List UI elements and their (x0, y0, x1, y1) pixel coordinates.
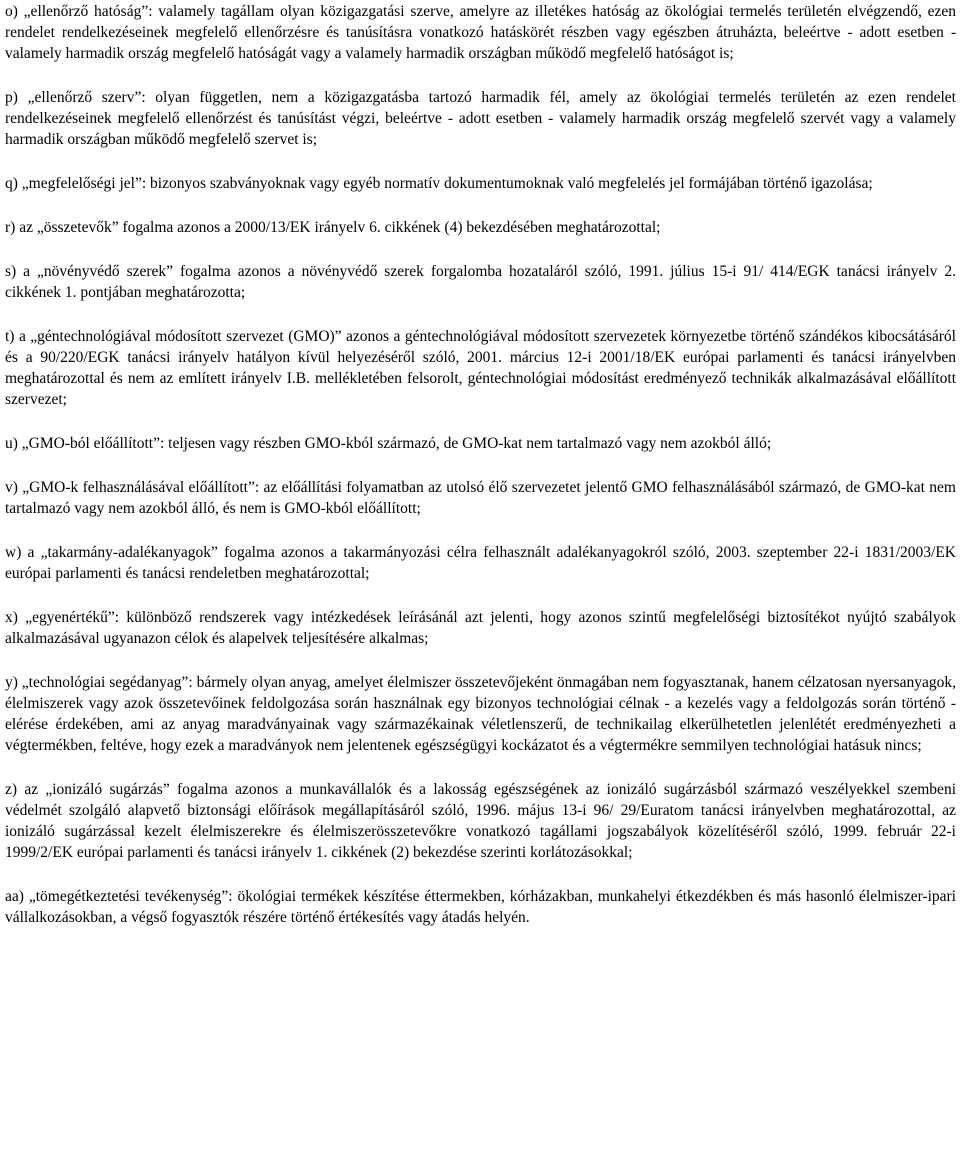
definition-q: q) „megfelelőségi jel”: bizonyos szabványoknak vagy egyéb normatív dokumentumoknak való megfelelés jel formájában történő igazolása; (5, 175, 873, 192)
definition-t: t) a „géntechnológiával módosított szervezet (GMO)” azonos a géntechnológiával módosított szervezetek környezetbe történő szándékos kibocsátásáról és a 90/220/EGK tanácsi irányelv hatályon kívül helyezéséről szóló, 2001. március 12-i 2001/18/EK európai parlamenti és tanácsi irányelvben meghatározottal és nem az említett irányelv I.B. mellékletében felsorolt, géntechnológiai módosítást eredményező technikák alkalmazásával előállított szervezet; (5, 328, 956, 408)
definition-aa: aa) „tömegétkeztetési tevékenység”: ökológiai termékek készítése éttermekben, kórházakban, munkahelyi étkezdékben és más hasonló élelmiszer-ipari vállalkozásokban, a végső fogyasztók részére történő értékesítés vagy átadás helyén. (5, 888, 956, 926)
definition-y: y) „technológiai segédanyag”: bármely olyan anyag, amelyet élelmiszer összetevőjeként önmagában nem fogyasztanak, hanem célzatosan nyersanyagok, élelmiszerek vagy azok összetevőinek feldolgozása során használnak egy bizonyos technológiai célnak - a kezelés vagy a feldolgozás során történő - elérése érdekében, ami az anyag maradványainak vagy származékainak véletlenszerű, de technikailag elkerülhetetlen jelenlétét eredményezheti a végtermékben, feltéve, hogy ezek a maradványok nem jelentenek egészségügyi kockázatot és a végtermékre semmilyen technológiai hatásuk nincs; (5, 674, 956, 754)
definition-z: z) az „ionizáló sugárzás” fogalma azonos a munkavállalók és a lakosság egészségének az ionizáló sugárzásból származó veszélyekkel szembeni védelmét szolgáló alapvető biztonsági előírások megállapításáról szóló, 1996. május 13-i 96/ 29/Euratom tanácsi irányelvben meghatározottal, az ionizáló sugárzással kezelt élelmiszerekre és élelmiszerösszetevőkre vonatkozó tagállami jogszabályok közelítéséről szóló, 1999. február 22-i 1999/2/EK európai parlamenti és tanácsi irányelv 1. cikkének (2) bekezdése szerinti korlátozásokkal; (5, 781, 956, 861)
definition-o: o) „ellenőrző hatóság”: valamely tagállam olyan közigazgatási szerve, amelyre az illetékes hatóság az ökológiai termelés területén elvégzendő, ezen rendelet rendelkezéseinek megfelelő ellenőrzésre és tanúsításra vonatkozó hatáskörét részben vagy egészben átruházta, beleértve - adott esetben - valamely harmadik ország megfelelő hatóságát vagy a valamely harmadik országban működő megfelelő hatóságot is; (5, 3, 956, 62)
definition-w: w) a „takarmány-adalékanyagok” fogalma azonos a takarmányozási célra felhasznált adalékanyagokról szóló, 2003. szeptember 22-i 1831/2003/EK európai parlamenti és tanácsi rendeletben meghatározottal; (5, 544, 956, 582)
definition-s: s) a „növényvédő szerek” fogalma azonos a növényvédő szerek forgalomba hozataláról szóló, 1991. július 15-i 91/ 414/EGK tanácsi irányelv 2. cikkének 1. pontjában meghatározotta; (5, 263, 956, 301)
definition-x: x) „egyenértékű”: különböző rendszerek vagy intézkedések leírásánál azt jelenti, hogy azonos szintű megfelelőségi biztosítékot nyújtó szabályok alkalmazásával ugyanazon célok és alapelvek teljesítésére alkalmas; (5, 609, 956, 647)
definition-u: u) „GMO-ból előállított”: teljesen vagy részben GMO-kból származó, de GMO-kat nem tartalmazó vagy nem azokból álló; (5, 435, 772, 452)
definition-p: p) „ellenőrző szerv”: olyan független, nem a közigazgatásba tartozó harmadik fél, amely az ökológiai termelés területén az ezen rendelet rendelkezéseinek megfelelő ellenőrzést és tanúsítást végzi, beleértve - adott esetben - valamely harmadik ország megfelelő szervét vagy a valamely harmadik országban működő megfelelő szervet is; (5, 89, 956, 148)
definition-v: v) „GMO-k felhasználásával előállított”: az előállítási folyamatban az utolsó élő szervezetet jelentő GMO felhasználásából származó, de GMO-kat nem tartalmazó vagy nem azokból álló, és nem is GMO-kból előállított; (5, 479, 956, 517)
definition-r: r) az „összetevők” fogalma azonos a 2000/13/EK irányelv 6. cikkének (4) bekezdésében meghatározottal; (5, 219, 661, 236)
